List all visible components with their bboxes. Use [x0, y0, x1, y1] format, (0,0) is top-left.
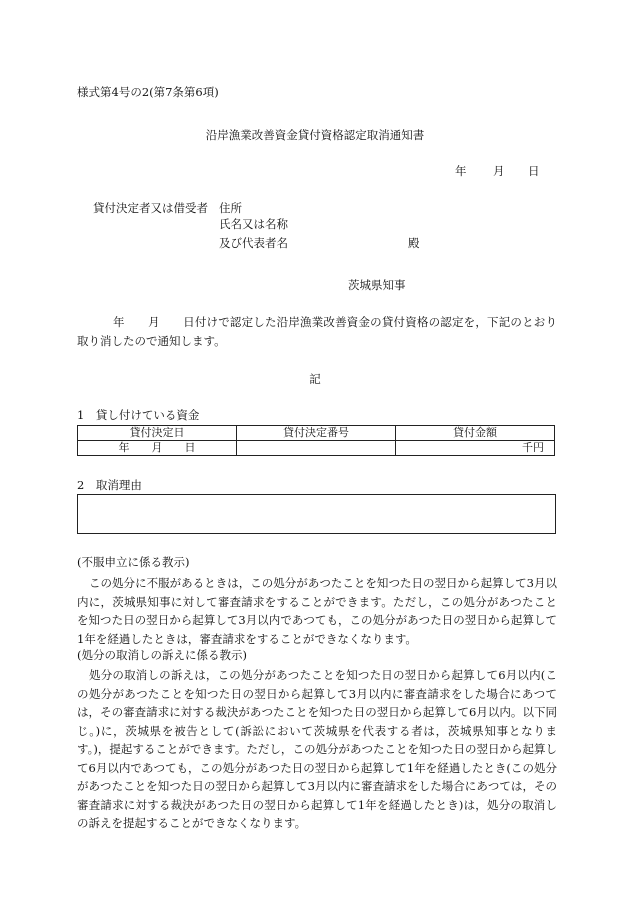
appeal-notice-heading: (不服申立に係る教示): [77, 555, 190, 569]
date-year-label: 年: [455, 164, 467, 178]
notice-body-text: 年 月 日付けで認定した沿岸漁業改善資金の貸付資格の認定を，下記のとおり取り消したので通知します。: [77, 315, 557, 348]
form-number: 様式第4号の2(第7条第6項): [77, 85, 219, 99]
header-decision-number: 貸付決定番号: [237, 426, 396, 441]
ki-heading: 記: [309, 372, 321, 386]
representative-label: 及び代表者名: [219, 236, 288, 250]
issuer-name: 茨城県知事: [348, 278, 406, 292]
header-loan-amount: 貸付金額: [396, 426, 555, 441]
header-decision-date: 貸付決定日: [78, 426, 237, 441]
appeal-notice-text: この処分に不服があるときは，この処分があつたことを知つた日の翌日から起算して3月以内に，茨城県知事に対して審査請求をすることができます。ただし，この処分があつたことを知つた日の翌日から起算して3月以内であつても，この処分があつた日の翌日から起算して1年を経過したときは，審査請求をすることができなくなります。: [77, 576, 557, 646]
lawsuit-notice-heading: (処分の取消しの訴えに係る教示): [77, 648, 247, 662]
section2-title: 2 取消理由: [77, 478, 142, 492]
addressee-label: 貸付決定者又は借受者: [93, 201, 208, 215]
address-label: 住所: [219, 201, 242, 215]
honorific: 殿: [408, 236, 420, 250]
lawsuit-notice-text: 処分の取消しの訴えは，この処分があつたことを知つた日の翌日から起算して6月以内(この処分があつたことを知つた日の翌日から起算して3月以内に審査請求をした場合にあつては，その審査請求に対する裁決があつたことを知つた日の翌日から起算して6月以内。以下同じ。)に，茨城県を被告として(訴訟において茨城県を代表する者は，茨城県知事となります。)，提起することができます。ただし，この処分があつたことを知つた日の翌日から起算して6月以内であつても，この処分があつた日の翌日から起算して1年を経過したとき(この処分があつたことを知つた日の翌日から起算して3月以内に審査請求をした場合にあつては，その審査請求に対する裁決があつた日の翌日から起算して1年を経過したとき)は，処分の取消しの訴えを提起することができなくなります。: [77, 668, 557, 830]
name-label: 氏名又は名称: [219, 217, 288, 231]
section1-title: 1 貸し付けている資金: [77, 408, 200, 422]
cell-loan-amount: 千円: [396, 441, 555, 456]
cell-decision-number: [237, 441, 396, 456]
date-day-label: 日: [528, 164, 540, 178]
table-row: [78, 441, 555, 456]
date-month-label: 月: [493, 164, 505, 178]
table-header-row: [78, 426, 555, 441]
document-title: 沿岸漁業改善資金貸付資格認定取消通知書: [205, 128, 425, 142]
loan-table: [77, 425, 555, 456]
cell-decision-date: 年 月 日: [78, 441, 237, 456]
cancellation-reason-box: [77, 494, 556, 534]
